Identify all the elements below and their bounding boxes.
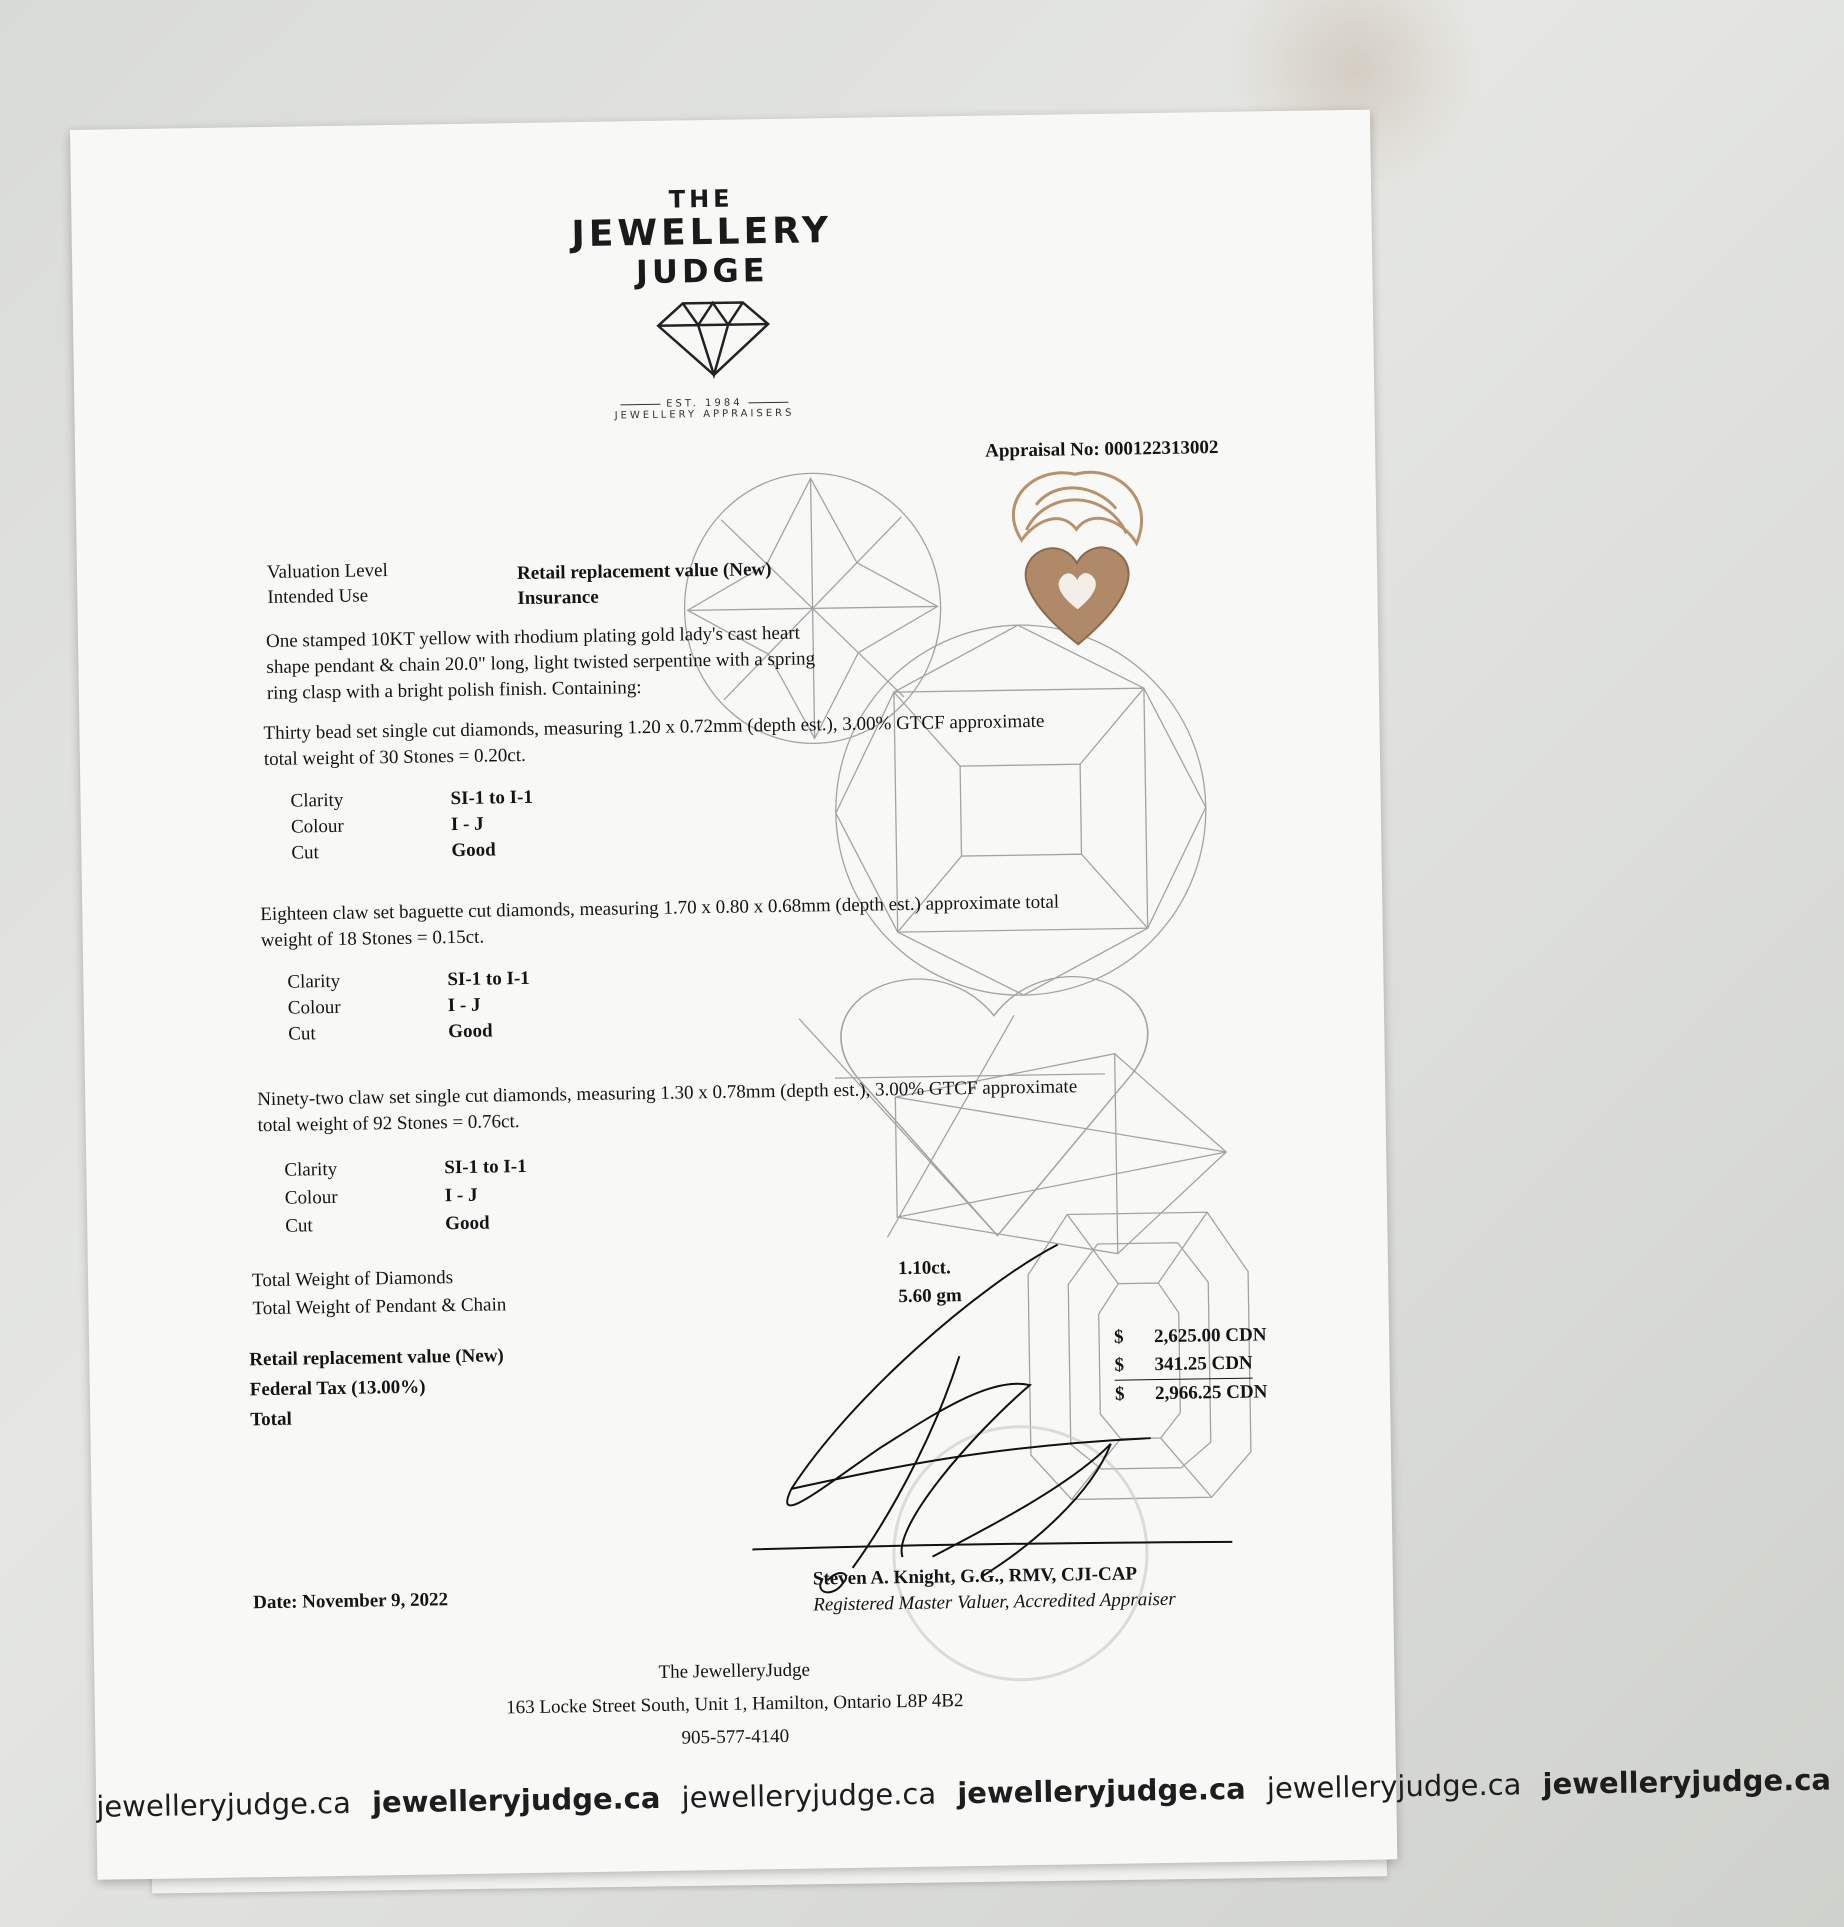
- total-pendant-value: 5.60 gm: [898, 1285, 962, 1308]
- colour-label: Colour: [287, 996, 341, 1019]
- currency-symbol: $: [1114, 1354, 1125, 1376]
- logo-line-3: JUDGE: [635, 251, 769, 292]
- website-text: jewelleryjudge.ca: [1542, 1762, 1832, 1802]
- description-line: shape pendant & chain 20.0" long, light twisted serpentine with a spring: [266, 648, 816, 678]
- logo-line-1: THE: [668, 184, 734, 214]
- colour-value: I - J: [444, 1184, 478, 1207]
- currency-symbol: $: [1114, 1383, 1125, 1405]
- stone-text-line: Thirty bead set single cut diamonds, measuring 1.20 x 0.72mm (depth est.), 3.00% GTCF approximate: [263, 710, 1045, 745]
- appraisal-document: [70, 110, 1832, 1880]
- company-street: 163 Locke Street South, Unit 1, Hamilton, Ontario L8P 4B2: [505, 1690, 964, 1719]
- value-labels: [249, 1341, 505, 1435]
- cut-value: Good: [451, 839, 496, 862]
- website-text: jewelleryjudge.ca: [681, 1776, 937, 1815]
- intended-use-label: Intended Use: [267, 585, 369, 608]
- clarity-value: SI-1 to I-1: [450, 786, 534, 810]
- total-amount: 2,966.25 CDN: [1154, 1381, 1268, 1405]
- website-text: jewelleryjudge.ca: [96, 1785, 352, 1824]
- valuation-level-label: Valuation Level: [266, 560, 388, 583]
- company-phone: 905-577-4140: [681, 1725, 790, 1749]
- logo-est: EST. 1984: [666, 397, 743, 410]
- weight-totals: [252, 1263, 507, 1323]
- federal-tax-amount: 341.25 CDN: [1154, 1352, 1253, 1376]
- cut-label: Cut: [291, 842, 320, 864]
- currency-symbol: $: [1113, 1326, 1124, 1348]
- logo-tagline: [594, 396, 814, 421]
- clarity-value: SI-1 to I-1: [447, 967, 530, 991]
- diamond-logo-icon: [648, 294, 779, 381]
- clarity-label: Clarity: [287, 970, 341, 993]
- stone-text-line: Ninety-two claw set single cut diamonds, measuring 1.30 x 0.78mm (depth est.), 3.00% GTCF approximate: [257, 1076, 1078, 1111]
- valuation-level-value: Retail replacement value (New): [516, 559, 772, 585]
- retail-value-label: Retail replacement value (New): [249, 1345, 504, 1371]
- cut-value: Good: [445, 1212, 490, 1235]
- retail-value-amount: 2,625.00 CDN: [1153, 1324, 1267, 1348]
- cut-label: Cut: [285, 1215, 313, 1237]
- heart-pendant-image: [995, 458, 1158, 650]
- company-logo: [541, 183, 863, 292]
- stone-text-line: Eighteen claw set baguette cut diamonds, measuring 1.70 x 0.80 x 0.68mm (depth est.) approximate total: [260, 891, 1060, 926]
- website-text: jewelleryjudge.ca: [1266, 1767, 1522, 1806]
- total-diamonds-label: Total Weight of Diamonds: [251, 1267, 454, 1292]
- appraiser-title: Registered Master Valuer, Accredited Appraiser: [813, 1588, 1176, 1616]
- stone-text-line: total weight of 92 Stones = 0.76ct.: [257, 1111, 520, 1137]
- colour-label: Colour: [290, 815, 344, 838]
- appraisal-number: Appraisal No: 000122313002: [984, 437, 1219, 462]
- total-pendant-label: Total Weight of Pendant & Chain: [252, 1294, 507, 1320]
- intended-use-value: Insurance: [517, 586, 599, 610]
- description-line: ring clasp with a bright polish finish. Containing:: [266, 677, 642, 704]
- handwritten-signature: [727, 1222, 1253, 1600]
- description-line: One stamped 10KT yellow with rhodium plating gold lady's cast heart: [265, 622, 801, 652]
- cut-value: Good: [448, 1020, 493, 1043]
- clarity-label: Clarity: [284, 1158, 338, 1181]
- logo-tagline-text: JEWELLERY APPRAISERS: [614, 407, 795, 422]
- clarity-label: Clarity: [290, 789, 344, 812]
- item-description: [266, 620, 816, 707]
- colour-value: I - J: [450, 813, 484, 836]
- website-text: jewelleryjudge.ca: [371, 1780, 661, 1820]
- federal-tax-label: Federal Tax (13.00%): [249, 1376, 426, 1401]
- colour-label: Colour: [284, 1186, 338, 1209]
- stone-text-line: total weight of 30 Stones = 0.20ct.: [263, 744, 526, 771]
- company-name: The JewelleryJudge: [658, 1659, 811, 1683]
- appraisal-date: Date: November 9, 2022: [252, 1589, 449, 1614]
- website-text: jewelleryjudge.ca: [957, 1771, 1246, 1811]
- total-label: Total: [250, 1408, 292, 1431]
- stone-group-1-grades: [290, 785, 534, 867]
- cut-label: Cut: [288, 1023, 316, 1045]
- company-address: [474, 1651, 995, 1758]
- colour-value: I - J: [447, 994, 481, 1017]
- stone-text-line: weight of 18 Stones = 0.15ct.: [260, 926, 485, 952]
- logo-line-2: JEWELLERY: [571, 210, 833, 256]
- clarity-value: SI-1 to I-1: [444, 1155, 527, 1179]
- appraiser-name: Steven A. Knight, G.G., RMV, CJI-CAP: [812, 1563, 1138, 1590]
- total-diamonds-value: 1.10ct.: [897, 1257, 951, 1280]
- stone-group-2-grades: [287, 966, 531, 1048]
- stone-group-3-grades: [284, 1153, 528, 1241]
- website-footer-strip: [96, 1762, 1832, 1824]
